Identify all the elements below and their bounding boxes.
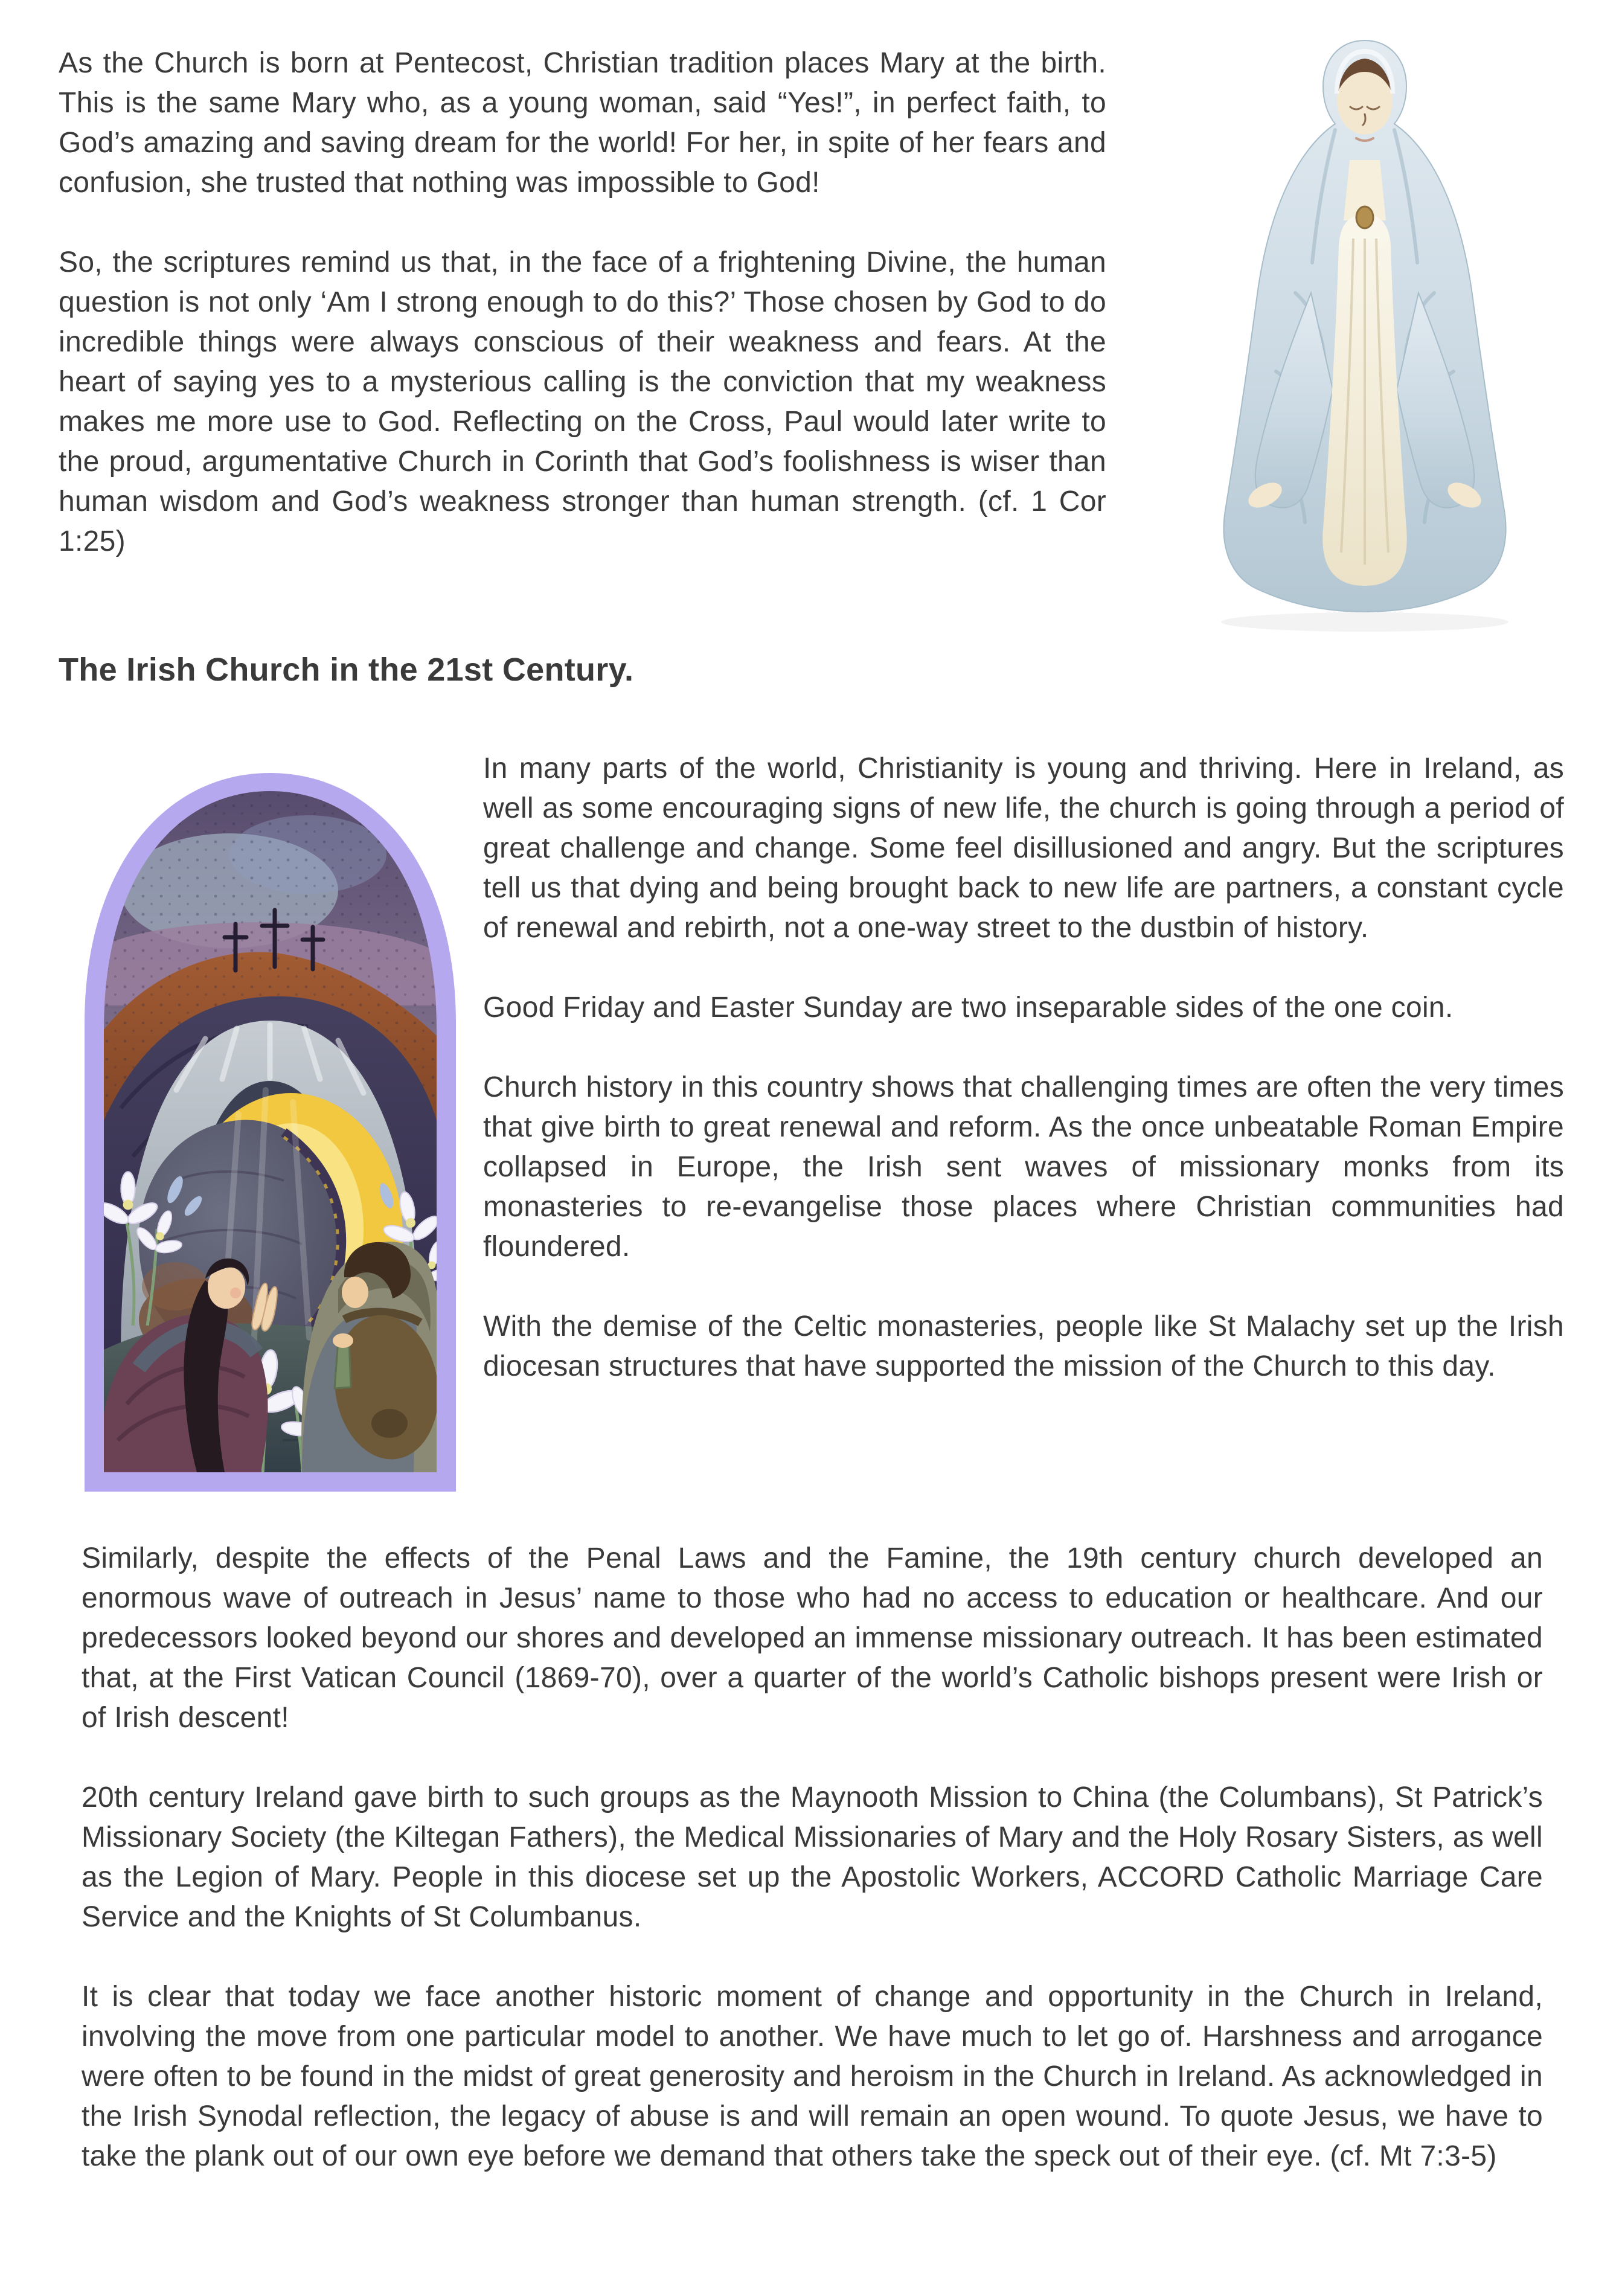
brooch <box>1356 207 1373 228</box>
empty-tomb-illustration <box>85 746 456 1492</box>
virgin-mary-illustration <box>1205 33 1543 637</box>
ground-shadow <box>1221 612 1508 632</box>
lower-section <box>82 1539 1543 2176</box>
paragraph-today: It is clear that today we face another historic moment of change and opportunity in the Church in Ireland, involving the move from one particular model to another. We have much to let go of. Harshness and arrogance were often to be found in the midst of great generosity and heroism in the Church in Ireland. As acknowledged in the Irish Synodal reflection, the legacy of abuse is and will remain an open wound. To quote Jesus, we have to take the plank out of our own eye before we demand that others take the speck out of their eye. (cf. Mt 7:3-5) <box>82 1981 1543 2172</box>
paragraph-pentecost: As the Church is born at Pentecost, Christian tradition places Mary at the birth. This is the same Mary who, as a young woman, said “Yes!”, in perfect faith, to God’s amazing and saving dream for the world! For her, in spite of her fears and confusion, she trusted that nothing was impossible to God! <box>59 47 1106 199</box>
middle-section <box>483 749 1564 1387</box>
paragraph-church-history: Church history in this country shows that challenging times are often the very times that give birth to great renewal and reform. As the once unbeatable Roman Empire collapsed in Europe, the Irish sent waves of missionary monks from its monasteries to re-evangelise those places where Christian communities had floundered. <box>483 1071 1564 1263</box>
paragraph-ireland-today: In many parts of the world, Christianity is young and thriving. Here in Ireland, as well as some encouraging signs of new life, the church is going through a period of great challenge and change. Some feel disillusioned and angry. But the scriptures tell us that dying and being brought back to new life are partners, a constant cycle of renewal and rebirth, not a one-way street to the dustbin of history. <box>483 752 1564 944</box>
paragraph-19th-century: Similarly, despite the effects of the Penal Laws and the Famine, the 19th century church developed an enormous wave of outreach in Jesus’ name to those who had no access to education or healthcare. And our predecessors looked beyond our shores and developed an immense missionary outreach. It has been estimated that, at the First Vatican Council (1869-70), over a quarter of the world’s Catholic bishops present were Irish or of Irish descent! <box>82 1542 1543 1734</box>
paragraph-20th-century: 20th century Ireland gave birth to such groups as the Maynooth Mission to China (the Columbans), St Patrick’s Missionary Society (the Kiltegan Fathers), the Medical Missionaries of Mary and the Holy Rosary Sisters, as well as the Legion of Mary. People in this diocese set up the Apostolic Workers, ACCORD Catholic Marriage Care Service and the Knights of St Columbanus. <box>82 1781 1543 1933</box>
paragraph-scriptures: So, the scriptures remind us that, in the face of a frightening Divine, the human question is not only ‘Am I strong enough to do this?’ Those chosen by God to do incredible things were always conscious of their weakness and fears. At the heart of saying yes to a mysterious calling is the conviction that my weakness makes me more use to God. Reflecting on the Cross, Paul would later write to the proud, argumentative Church in Corinth that God’s foolishness is wiser than human wisdom and God’s weakness stronger than human strength. (cf. 1 Cor 1:25) <box>59 246 1106 557</box>
paragraph-st-malachy: With the demise of the Celtic monasteries, people like St Malachy set up the Irish diocesan structures that have supported the mission of the Church to this day. <box>483 1310 1564 1382</box>
intro-section <box>59 43 1106 562</box>
section-heading: The Irish Church in the 21st Century. <box>59 652 634 688</box>
paragraph-good-friday: Good Friday and Easter Sunday are two inseparable sides of the one coin. <box>483 992 1454 1024</box>
